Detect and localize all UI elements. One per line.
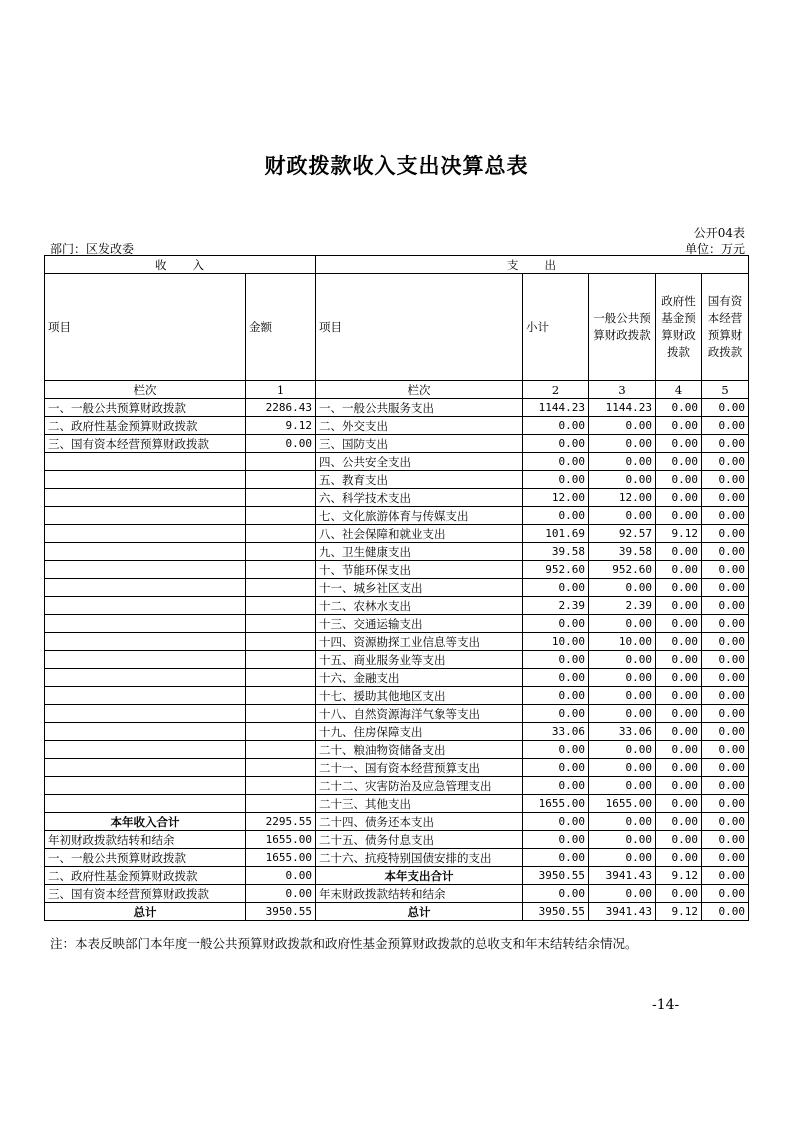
col-soe-budget: 国有资本经营预算财政拨款 xyxy=(702,274,749,381)
subtotal-cell: 0.00 xyxy=(523,741,589,759)
table-row xyxy=(45,903,749,921)
fund-budget-cell: 0.00 xyxy=(656,597,702,615)
income-item-cell xyxy=(45,471,246,489)
soe-budget-cell: 0.00 xyxy=(702,471,749,489)
soe-budget-cell: 0.00 xyxy=(702,435,749,453)
general-budget-cell: 0.00 xyxy=(589,813,656,831)
table-row xyxy=(45,651,749,669)
income-item-cell xyxy=(45,489,246,507)
subtotal-cell: 0.00 xyxy=(523,579,589,597)
table-row xyxy=(45,669,749,687)
general-budget-cell: 1144.23 xyxy=(589,399,656,417)
general-budget-cell: 3941.43 xyxy=(589,867,656,885)
table-row xyxy=(45,435,749,453)
table-row xyxy=(45,489,749,507)
expense-item-cell: 三、国防支出 xyxy=(316,435,523,453)
fund-budget-cell: 9.12 xyxy=(656,525,702,543)
subtotal-cell: 0.00 xyxy=(523,705,589,723)
footnote: 注：本表反映部门本年度一般公共预算财政拨款和政府性基金预算财政拨款的总收支和年末结转结余情况。 xyxy=(50,936,638,951)
fund-budget-cell: 9.12 xyxy=(656,867,702,885)
soe-budget-cell: 0.00 xyxy=(702,669,749,687)
fund-budget-cell: 0.00 xyxy=(656,579,702,597)
fund-budget-cell: 0.00 xyxy=(656,417,702,435)
income-item-cell xyxy=(45,795,246,813)
general-budget-cell: 0.00 xyxy=(589,831,656,849)
soe-budget-cell: 0.00 xyxy=(702,651,749,669)
fund-budget-cell: 0.00 xyxy=(656,687,702,705)
subtotal-cell: 0.00 xyxy=(523,831,589,849)
income-item-cell xyxy=(45,579,246,597)
table-row xyxy=(45,795,749,813)
department-label: 部门：区发改委 xyxy=(50,242,135,256)
subtotal-cell: 2.39 xyxy=(523,597,589,615)
income-amount-cell xyxy=(246,597,316,615)
soe-budget-cell: 0.00 xyxy=(702,741,749,759)
fund-budget-cell: 0.00 xyxy=(656,831,702,849)
income-amount-cell: 2286.43 xyxy=(246,399,316,417)
expense-item-cell: 十七、援助其他地区支出 xyxy=(316,687,523,705)
income-amount-cell xyxy=(246,651,316,669)
soe-budget-cell: 0.00 xyxy=(702,705,749,723)
subtotal-cell: 33.06 xyxy=(523,723,589,741)
expense-item-cell: 七、文化旅游体育与传媒支出 xyxy=(316,507,523,525)
table-row xyxy=(45,633,749,651)
general-budget-cell: 0.00 xyxy=(589,777,656,795)
expense-item-cell: 十、节能环保支出 xyxy=(316,561,523,579)
income-amount-cell xyxy=(246,507,316,525)
general-budget-cell: 952.60 xyxy=(589,561,656,579)
table-row xyxy=(45,687,749,705)
expense-item-cell: 八、社会保障和就业支出 xyxy=(316,525,523,543)
income-amount-cell: 1655.00 xyxy=(246,831,316,849)
soe-budget-cell: 0.00 xyxy=(702,399,749,417)
income-amount-cell: 0.00 xyxy=(246,885,316,903)
income-amount-cell: 0.00 xyxy=(246,435,316,453)
table-row xyxy=(45,777,749,795)
subtotal-cell: 0.00 xyxy=(523,435,589,453)
subtotal-cell: 10.00 xyxy=(523,633,589,651)
col-amount: 金额 xyxy=(246,274,316,381)
income-item-cell xyxy=(45,615,246,633)
general-budget-cell: 0.00 xyxy=(589,669,656,687)
fund-budget-cell: 0.00 xyxy=(656,435,702,453)
soe-budget-cell: 0.00 xyxy=(702,543,749,561)
expense-item-cell: 二十六、抗疫特别国债安排的支出 xyxy=(316,849,523,867)
general-budget-cell: 92.57 xyxy=(589,525,656,543)
fund-budget-cell: 0.00 xyxy=(656,741,702,759)
fund-budget-cell: 0.00 xyxy=(656,723,702,741)
soe-budget-cell: 0.00 xyxy=(702,453,749,471)
income-header: 收 入 xyxy=(45,256,316,274)
expense-item-cell: 五、教育支出 xyxy=(316,471,523,489)
subtotal-cell: 3950.55 xyxy=(523,903,589,921)
expense-item-cell: 二、外交支出 xyxy=(316,417,523,435)
subtotal-cell: 0.00 xyxy=(523,651,589,669)
soe-budget-cell: 0.00 xyxy=(702,561,749,579)
table-row xyxy=(45,849,749,867)
subtotal-cell: 3950.55 xyxy=(523,867,589,885)
income-item-cell xyxy=(45,543,246,561)
fund-budget-cell: 0.00 xyxy=(656,759,702,777)
subtotal-cell: 0.00 xyxy=(523,777,589,795)
income-item-cell xyxy=(45,507,246,525)
table-row xyxy=(45,561,749,579)
income-item-cell: 年初财政拨款结转和结余 xyxy=(45,831,246,849)
general-budget-cell: 0.00 xyxy=(589,579,656,597)
general-budget-cell: 0.00 xyxy=(589,759,656,777)
col-row-2: 2 xyxy=(523,381,589,399)
form-code: 公开04表 xyxy=(693,226,745,240)
soe-budget-cell: 0.00 xyxy=(702,849,749,867)
subtotal-cell: 0.00 xyxy=(523,849,589,867)
income-amount-cell xyxy=(246,759,316,777)
expense-item-cell: 六、科学技术支出 xyxy=(316,489,523,507)
fund-budget-cell: 0.00 xyxy=(656,453,702,471)
general-budget-cell: 10.00 xyxy=(589,633,656,651)
subtotal-cell: 0.00 xyxy=(523,687,589,705)
col-expense-item: 项目 xyxy=(316,274,523,381)
expense-item-cell: 二十、粮油物资储备支出 xyxy=(316,741,523,759)
subtotal-cell: 0.00 xyxy=(523,507,589,525)
subtotal-cell: 0.00 xyxy=(523,453,589,471)
table-row xyxy=(45,615,749,633)
soe-budget-cell: 0.00 xyxy=(702,777,749,795)
expense-item-cell: 二十五、债务付息支出 xyxy=(316,831,523,849)
income-item-cell: 总计 xyxy=(45,903,246,921)
table-row xyxy=(45,723,749,741)
fund-budget-cell: 0.00 xyxy=(656,705,702,723)
fund-budget-cell: 0.00 xyxy=(656,849,702,867)
income-amount-cell xyxy=(246,453,316,471)
income-amount-cell xyxy=(246,741,316,759)
fund-budget-cell: 0.00 xyxy=(656,507,702,525)
soe-budget-cell: 0.00 xyxy=(702,723,749,741)
col-general-budget: 一般公共预算财政拨款 xyxy=(589,274,656,381)
expense-header: 支 出 xyxy=(316,256,749,274)
soe-budget-cell: 0.00 xyxy=(702,417,749,435)
fund-budget-cell: 0.00 xyxy=(656,669,702,687)
subtotal-cell: 0.00 xyxy=(523,417,589,435)
table-row xyxy=(45,741,749,759)
fund-budget-cell: 0.00 xyxy=(656,633,702,651)
soe-budget-cell: 0.00 xyxy=(702,759,749,777)
col-row-4: 4 xyxy=(656,381,702,399)
soe-budget-cell: 0.00 xyxy=(702,633,749,651)
soe-budget-cell: 0.00 xyxy=(702,813,749,831)
income-item-cell xyxy=(45,687,246,705)
income-amount-cell xyxy=(246,579,316,597)
general-budget-cell: 3941.43 xyxy=(589,903,656,921)
fund-budget-cell: 0.00 xyxy=(656,471,702,489)
subtotal-cell: 39.58 xyxy=(523,543,589,561)
soe-budget-cell: 0.00 xyxy=(702,687,749,705)
expense-item-cell: 本年支出合计 xyxy=(316,867,523,885)
fund-budget-cell: 0.00 xyxy=(656,615,702,633)
expense-item-cell: 四、公共安全支出 xyxy=(316,453,523,471)
income-amount-cell xyxy=(246,795,316,813)
general-budget-cell: 12.00 xyxy=(589,489,656,507)
general-budget-cell: 2.39 xyxy=(589,597,656,615)
income-amount-cell xyxy=(246,777,316,795)
col-row-1: 1 xyxy=(246,381,316,399)
subtotal-cell: 12.00 xyxy=(523,489,589,507)
col-row-label: 栏次 xyxy=(45,381,246,399)
table-row xyxy=(45,507,749,525)
income-amount-cell: 2295.55 xyxy=(246,813,316,831)
expense-item-cell: 一、一般公共服务支出 xyxy=(316,399,523,417)
subtotal-cell: 1144.23 xyxy=(523,399,589,417)
subtotal-cell: 0.00 xyxy=(523,471,589,489)
table-row xyxy=(45,543,749,561)
income-item-cell: 二、政府性基金预算财政拨款 xyxy=(45,417,246,435)
expense-item-cell: 九、卫生健康支出 xyxy=(316,543,523,561)
fund-budget-cell: 9.12 xyxy=(656,903,702,921)
table-row xyxy=(45,399,749,417)
expense-item-cell: 十九、住房保障支出 xyxy=(316,723,523,741)
income-amount-cell xyxy=(246,633,316,651)
fund-budget-cell: 0.00 xyxy=(656,561,702,579)
income-amount-cell xyxy=(246,471,316,489)
general-budget-cell: 0.00 xyxy=(589,615,656,633)
soe-budget-cell: 0.00 xyxy=(702,867,749,885)
col-row-label-2: 栏次 xyxy=(316,381,523,399)
expense-item-cell: 十三、交通运输支出 xyxy=(316,615,523,633)
income-item-cell xyxy=(45,651,246,669)
fund-budget-cell: 0.00 xyxy=(656,795,702,813)
general-budget-cell: 0.00 xyxy=(589,417,656,435)
table-row xyxy=(45,417,749,435)
finance-summary-table xyxy=(44,255,749,921)
income-amount-cell: 9.12 xyxy=(246,417,316,435)
income-amount-cell xyxy=(246,543,316,561)
income-amount-cell: 0.00 xyxy=(246,867,316,885)
income-item-cell xyxy=(45,741,246,759)
subtotal-cell: 0.00 xyxy=(523,813,589,831)
income-item-cell: 二、政府性基金预算财政拨款 xyxy=(45,867,246,885)
income-amount-cell xyxy=(246,723,316,741)
subtotal-cell: 0.00 xyxy=(523,615,589,633)
general-budget-cell: 0.00 xyxy=(589,687,656,705)
general-budget-cell: 0.00 xyxy=(589,849,656,867)
table-row xyxy=(45,597,749,615)
soe-budget-cell: 0.00 xyxy=(702,885,749,903)
expense-item-cell: 十八、自然资源海洋气象等支出 xyxy=(316,705,523,723)
general-budget-cell: 0.00 xyxy=(589,507,656,525)
col-subtotal: 小计 xyxy=(523,274,589,381)
expense-item-cell: 二十二、灾害防治及应急管理支出 xyxy=(316,777,523,795)
soe-budget-cell: 0.00 xyxy=(702,579,749,597)
page-title: 财政拨款收入支出决算总表 xyxy=(264,153,529,178)
income-item-cell xyxy=(45,525,246,543)
income-amount-cell xyxy=(246,561,316,579)
page-number: -14- xyxy=(652,997,680,1013)
general-budget-cell: 0.00 xyxy=(589,885,656,903)
fund-budget-cell: 0.00 xyxy=(656,399,702,417)
soe-budget-cell: 0.00 xyxy=(702,831,749,849)
fund-budget-cell: 0.00 xyxy=(656,777,702,795)
income-amount-cell xyxy=(246,525,316,543)
soe-budget-cell: 0.00 xyxy=(702,489,749,507)
soe-budget-cell: 0.00 xyxy=(702,795,749,813)
expense-item-cell: 十一、城乡社区支出 xyxy=(316,579,523,597)
subtotal-cell: 0.00 xyxy=(523,885,589,903)
expense-item-cell: 年末财政拨款结转和结余 xyxy=(316,885,523,903)
table-row xyxy=(45,525,749,543)
soe-budget-cell: 0.00 xyxy=(702,597,749,615)
table-row xyxy=(45,813,749,831)
subtotal-cell: 101.69 xyxy=(523,525,589,543)
general-budget-cell: 1655.00 xyxy=(589,795,656,813)
general-budget-cell: 33.06 xyxy=(589,723,656,741)
income-item-cell xyxy=(45,453,246,471)
soe-budget-cell: 0.00 xyxy=(702,615,749,633)
income-item-cell: 三、国有资本经营预算财政拨款 xyxy=(45,885,246,903)
income-amount-cell xyxy=(246,669,316,687)
general-budget-cell: 0.00 xyxy=(589,453,656,471)
fund-budget-cell: 0.00 xyxy=(656,885,702,903)
col-row-3: 3 xyxy=(589,381,656,399)
income-amount-cell xyxy=(246,687,316,705)
table-row xyxy=(45,579,749,597)
unit-label: 单位：万元 xyxy=(684,242,745,256)
fund-budget-cell: 0.00 xyxy=(656,543,702,561)
col-row-5: 5 xyxy=(702,381,749,399)
fund-budget-cell: 0.00 xyxy=(656,489,702,507)
subtotal-cell: 0.00 xyxy=(523,669,589,687)
general-budget-cell: 0.00 xyxy=(589,471,656,489)
subtotal-cell: 1655.00 xyxy=(523,795,589,813)
general-budget-cell: 39.58 xyxy=(589,543,656,561)
expense-item-cell: 十四、资源勘探工业信息等支出 xyxy=(316,633,523,651)
income-item-cell: 一、一般公共预算财政拨款 xyxy=(45,399,246,417)
expense-item-cell: 十二、农林水支出 xyxy=(316,597,523,615)
subtotal-cell: 952.60 xyxy=(523,561,589,579)
fund-budget-cell: 0.00 xyxy=(656,651,702,669)
expense-item-cell: 二十四、债务还本支出 xyxy=(316,813,523,831)
income-item-cell xyxy=(45,759,246,777)
table-row xyxy=(45,831,749,849)
income-item-cell xyxy=(45,777,246,795)
income-item-cell xyxy=(45,597,246,615)
subtotal-cell: 0.00 xyxy=(523,759,589,777)
table-row xyxy=(45,885,749,903)
income-item-cell xyxy=(45,561,246,579)
income-item-cell xyxy=(45,705,246,723)
income-item-cell xyxy=(45,633,246,651)
general-budget-cell: 0.00 xyxy=(589,705,656,723)
table-row xyxy=(45,705,749,723)
expense-item-cell: 二十三、其他支出 xyxy=(316,795,523,813)
general-budget-cell: 0.00 xyxy=(589,435,656,453)
table-row xyxy=(45,453,749,471)
income-item-cell: 三、国有资本经营预算财政拨款 xyxy=(45,435,246,453)
expense-item-cell: 总计 xyxy=(316,903,523,921)
income-item-cell xyxy=(45,723,246,741)
table-row xyxy=(45,867,749,885)
soe-budget-cell: 0.00 xyxy=(702,525,749,543)
table-row xyxy=(45,471,749,489)
general-budget-cell: 0.00 xyxy=(589,651,656,669)
fund-budget-cell: 0.00 xyxy=(656,813,702,831)
income-amount-cell xyxy=(246,489,316,507)
col-fund-budget: 政府性基金预算财政拨款 xyxy=(656,274,702,381)
expense-item-cell: 十五、商业服务业等支出 xyxy=(316,651,523,669)
income-item-cell xyxy=(45,669,246,687)
income-amount-cell xyxy=(246,615,316,633)
income-amount-cell xyxy=(246,705,316,723)
soe-budget-cell: 0.00 xyxy=(702,903,749,921)
income-item-cell: 一、一般公共预算财政拨款 xyxy=(45,849,246,867)
soe-budget-cell: 0.00 xyxy=(702,507,749,525)
income-item-cell: 本年收入合计 xyxy=(45,813,246,831)
table-row xyxy=(45,759,749,777)
expense-item-cell: 二十一、国有资本经营预算支出 xyxy=(316,759,523,777)
expense-item-cell: 十六、金融支出 xyxy=(316,669,523,687)
general-budget-cell: 0.00 xyxy=(589,741,656,759)
income-amount-cell: 1655.00 xyxy=(246,849,316,867)
col-income-item: 项目 xyxy=(45,274,246,381)
income-amount-cell: 3950.55 xyxy=(246,903,316,921)
